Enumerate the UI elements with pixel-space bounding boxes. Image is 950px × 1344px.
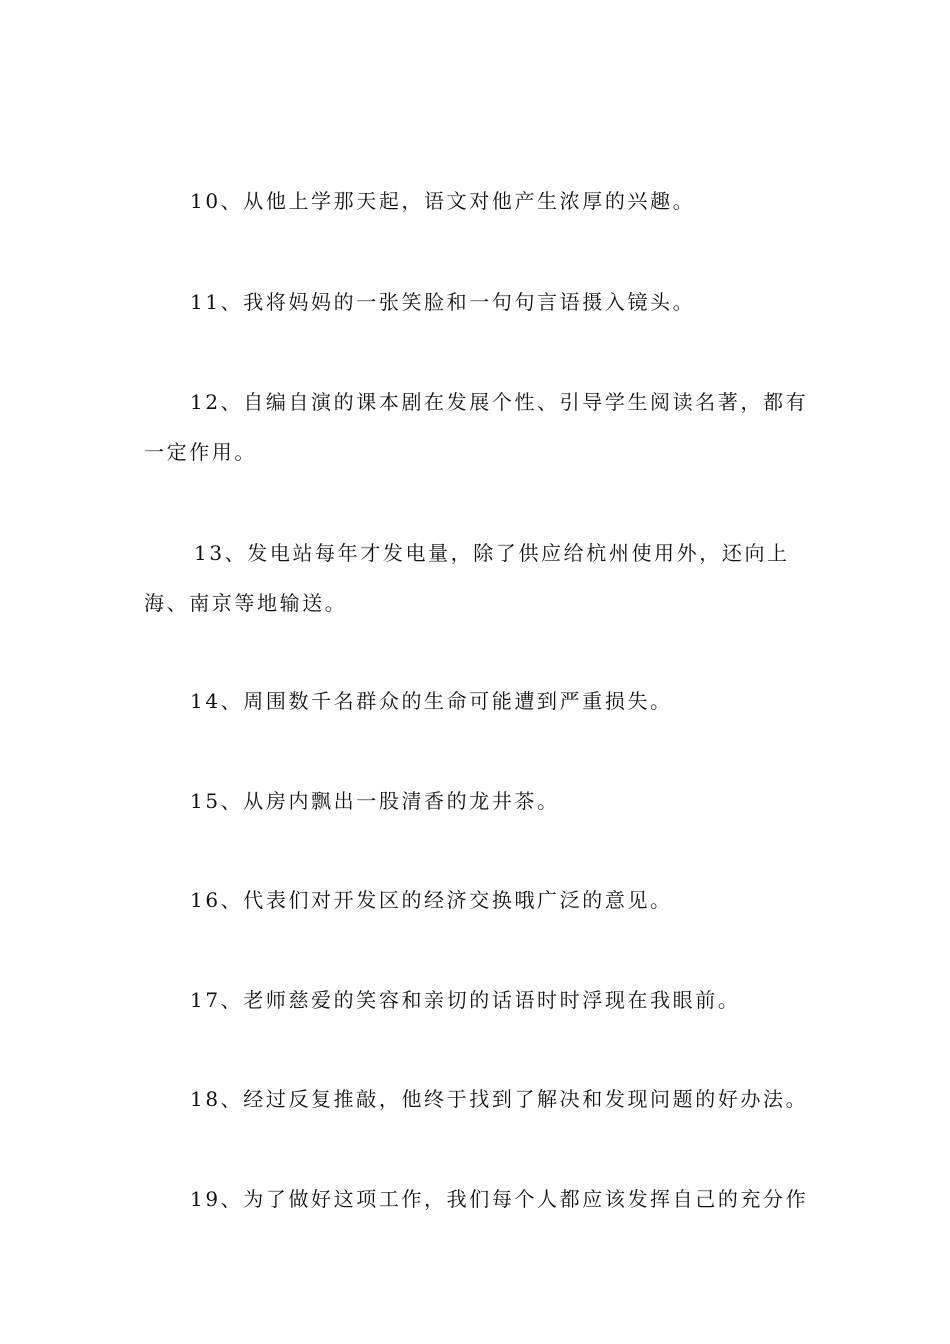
sentence-14: 14、周围数千名群众的生命可能遭到严重损失。 (190, 689, 673, 713)
sentence-19: 19、为了做好这项工作，我们每个人都应该发挥自己的充分作 (190, 1187, 809, 1211)
sentence-18: 18、经过反复推敲，他终于找到了解决和发现问题的好办法。 (190, 1087, 809, 1111)
sentence-12-line-2: 一定作用。 (144, 440, 257, 464)
sentence-13-line-2: 海、南京等地输送。 (144, 591, 348, 615)
sentence-13-line-1: 13、发电站每年才发电量，除了供应给杭州使用外，还向上 (194, 541, 790, 565)
sentence-17: 17、老师慈爱的笑容和亲切的话语时时浮现在我眼前。 (190, 988, 741, 1012)
sentence-10: 10、从他上学那天起，语文对他产生浓厚的兴趣。 (190, 189, 696, 213)
sentence-15: 15、从房内飘出一股清香的龙井茶。 (190, 789, 560, 813)
sentence-11: 11、我将妈妈的一张笑脸和一句句言语摄入镜头。 (190, 290, 696, 314)
sentence-12-line-1: 12、自编自演的课本剧在发展个性、引导学生阅读名著，都有 (190, 390, 809, 414)
sentence-16: 16、代表们对开发区的经济交换哦广泛的意见。 (190, 888, 673, 912)
